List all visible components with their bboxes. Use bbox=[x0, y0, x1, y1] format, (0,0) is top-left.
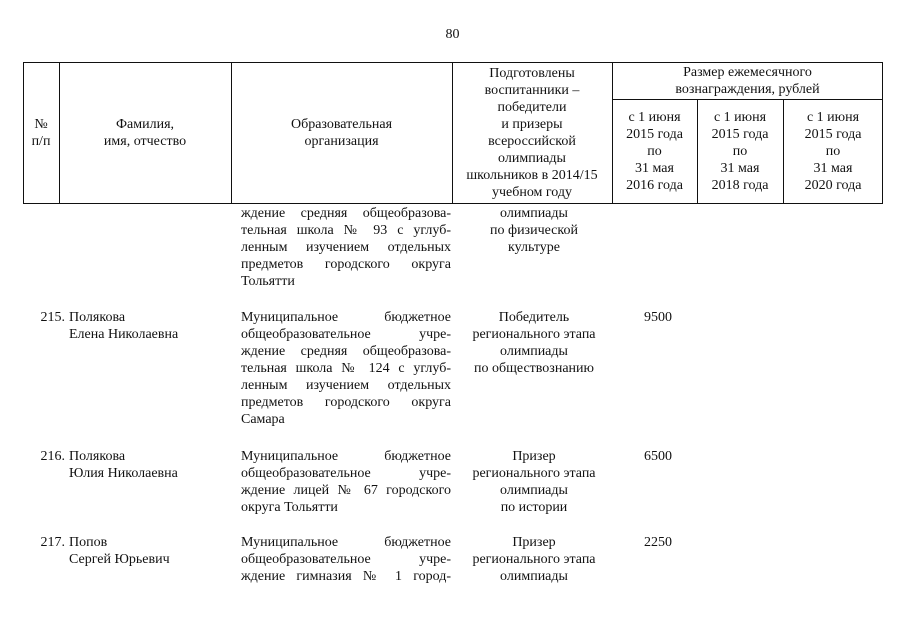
row-name: Полякова Елена Николаевна bbox=[69, 310, 179, 342]
continuation-org: ждение средняя общеобразова- тельная школа № 93 с углуб- ленным изучением отдельных предметов городского округа Тольятти bbox=[241, 206, 451, 289]
row-amount: 2250 bbox=[644, 535, 672, 550]
continuation-row bbox=[0, 205, 905, 295]
row-org: Муниципальное бюджетное общеобразовательное учре- ждение лицей № 67 городского округа Тольятти bbox=[241, 449, 451, 515]
row-achievement: Победитель регионального этапа олимпиады по обществознанию bbox=[472, 310, 596, 376]
header-period-2020: с 1 июня 2015 года по 31 мая 2020 года bbox=[804, 110, 862, 193]
table-row bbox=[0, 309, 905, 434]
row-amount: 9500 bbox=[644, 310, 672, 325]
row-number: 217. bbox=[40, 535, 65, 550]
row-org: Муниципальное бюджетное общеобразовательное учре- ждение средняя общеобразова- тельная школа № 124 с углуб- ленным изучением отдельных предметов городского округа Самара bbox=[241, 310, 451, 427]
table-header bbox=[23, 62, 883, 204]
header-num: № п/п bbox=[31, 117, 51, 149]
table-row bbox=[0, 448, 905, 520]
row-achievement: Призер регионального этапа олимпиады bbox=[472, 535, 596, 584]
row-achievement: Призер регионального этапа олимпиады по истории bbox=[472, 449, 596, 515]
row-amount: 6500 bbox=[644, 449, 672, 464]
row-name: Попов Сергей Юрьевич bbox=[69, 535, 170, 567]
row-name: Полякова Юлия Николаевна bbox=[69, 449, 178, 481]
header-achievement: Подготовлены воспитанники – победители и призеры всероссийской олимпиады школьников в 2014/15 учебном году bbox=[466, 66, 598, 200]
header-period-2018: с 1 июня 2015 года по 31 мая 2018 года bbox=[711, 110, 769, 193]
row-number: 216. bbox=[40, 449, 65, 464]
header-name: Фамилия, имя, отчество bbox=[103, 117, 187, 149]
row-number: 215. bbox=[40, 310, 65, 325]
page-number: 80 bbox=[445, 27, 460, 42]
continuation-achievement: олимпиады по физической культуре bbox=[490, 206, 578, 255]
table-row bbox=[0, 534, 905, 589]
header-reward: Размер ежемесячного вознаграждения, рублей bbox=[675, 64, 820, 97]
header-period-2016: с 1 июня 2015 года по 31 мая 2016 года bbox=[626, 110, 683, 193]
header-org: Образовательная организация bbox=[290, 117, 393, 149]
row-org: Муниципальное бюджетное общеобразовательное учре- ждение гимназия № 1 город- bbox=[241, 535, 451, 584]
